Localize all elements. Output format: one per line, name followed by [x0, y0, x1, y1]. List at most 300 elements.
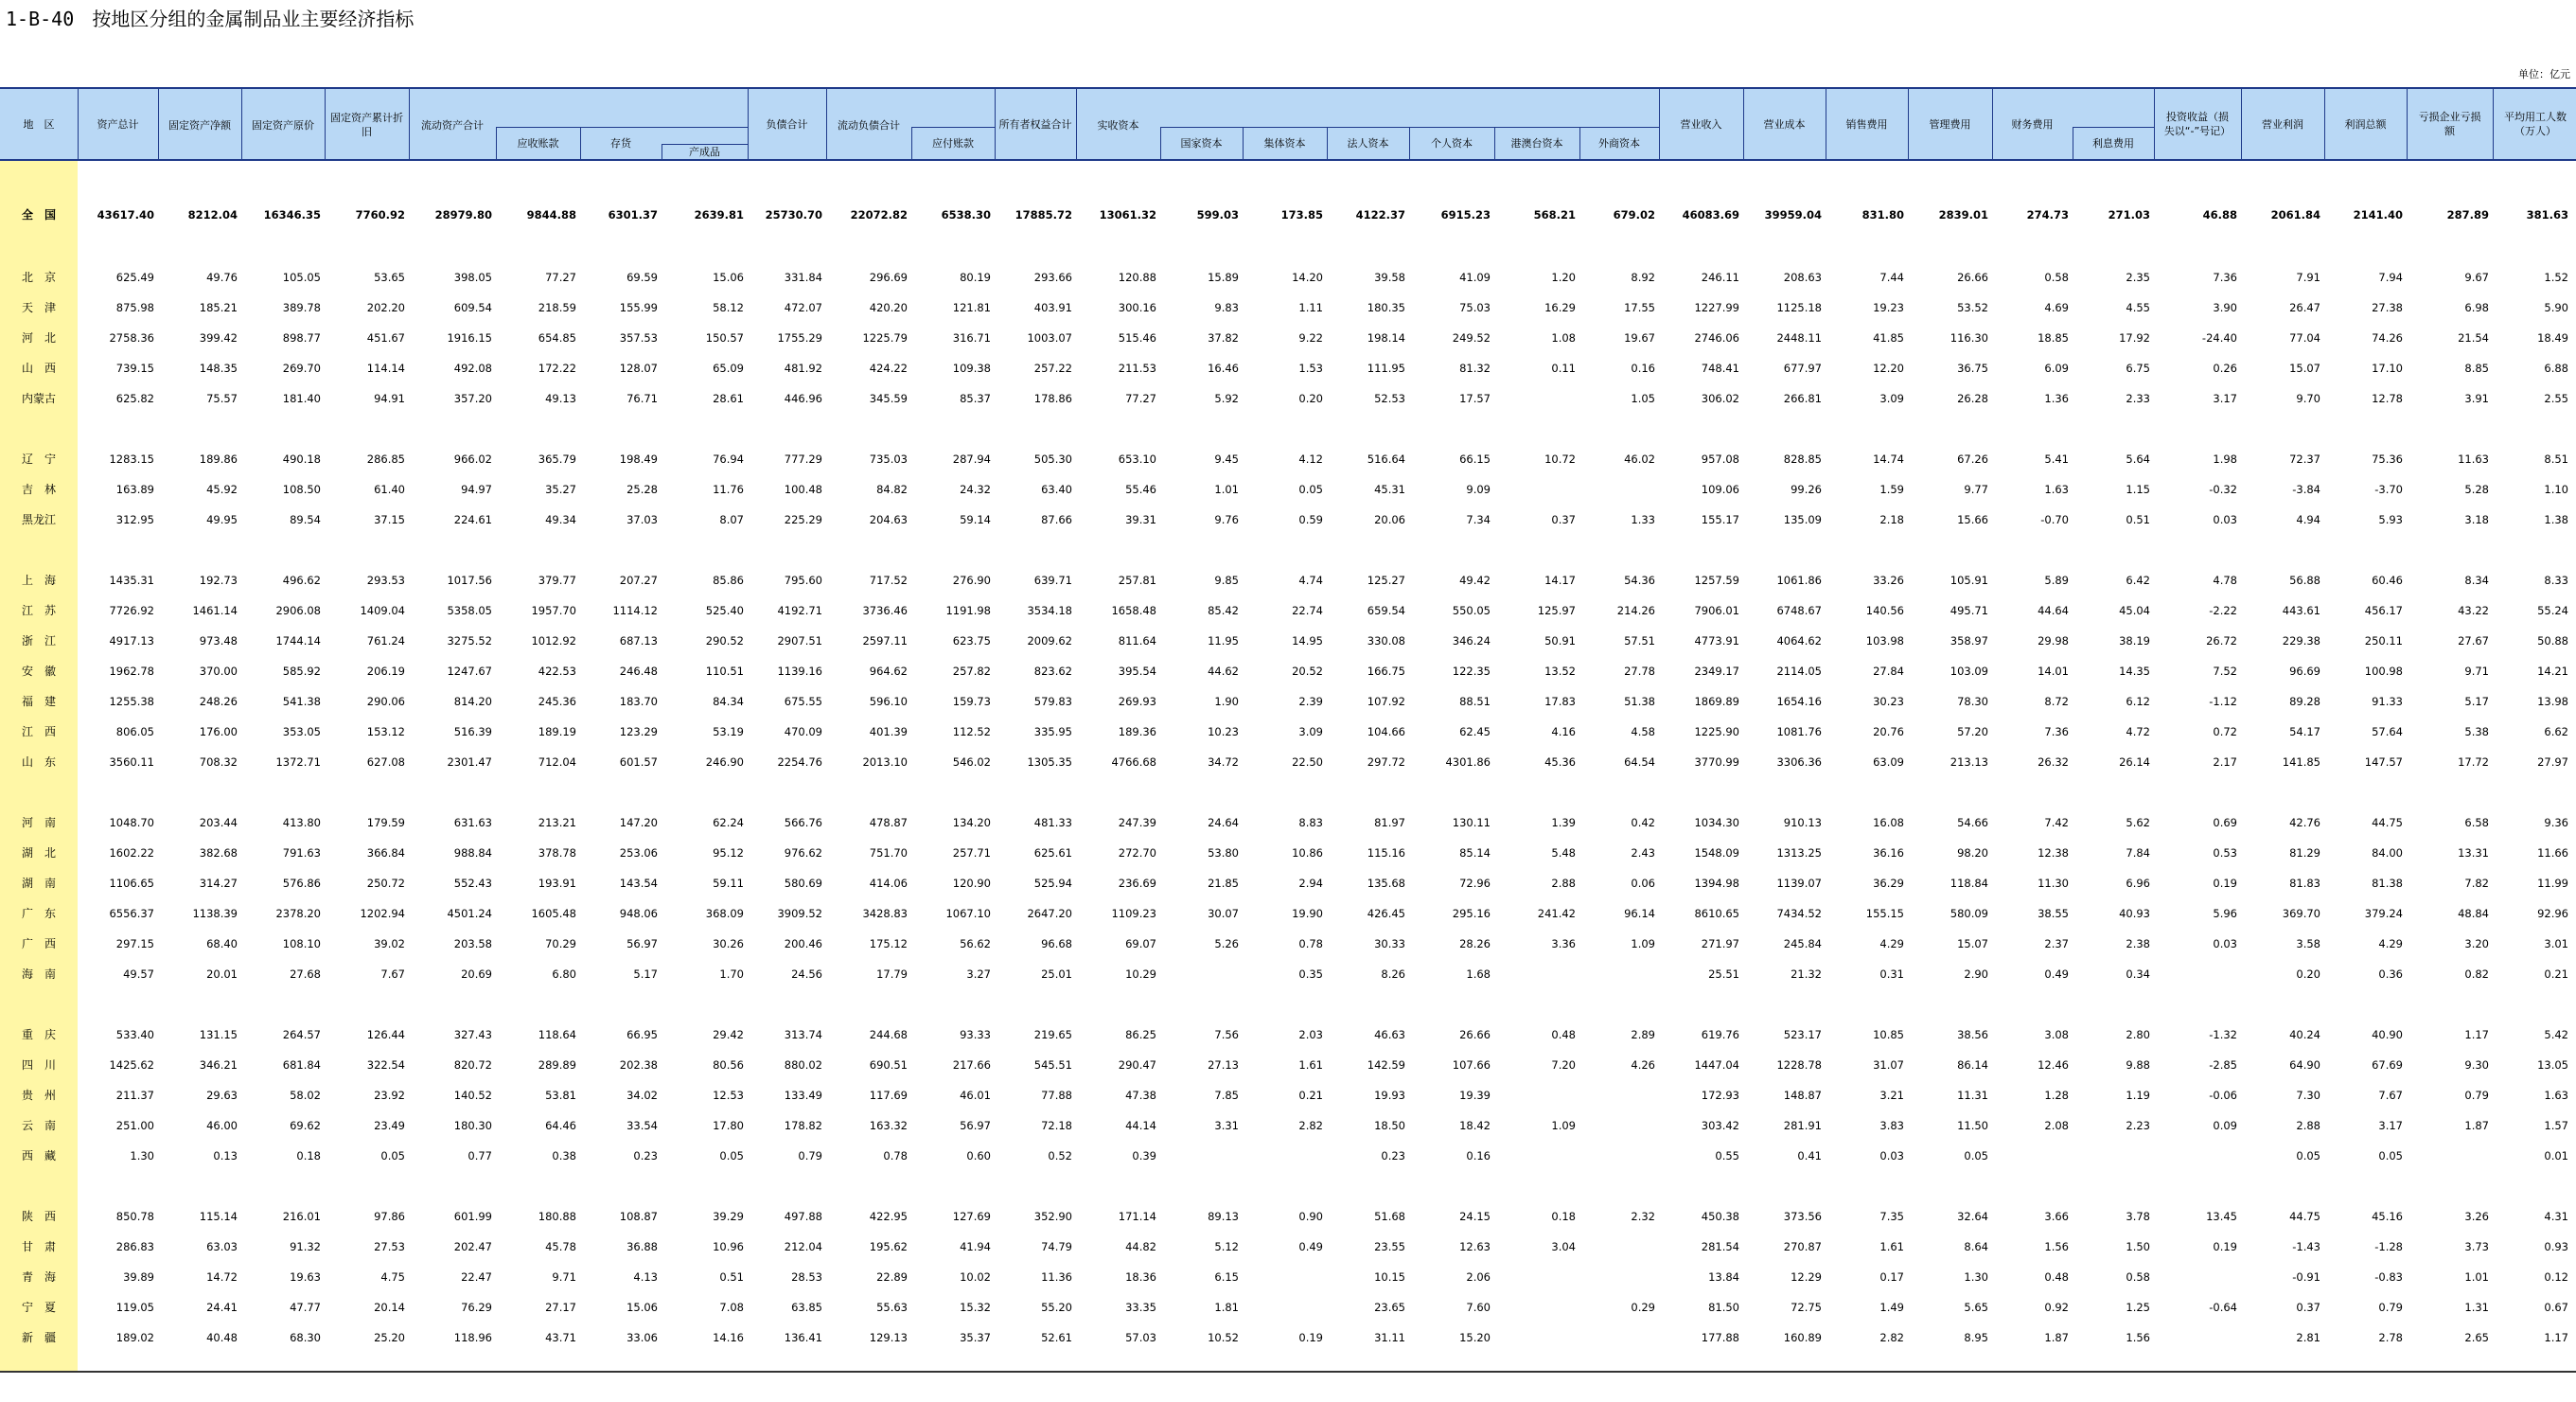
table-cell: 77.04 [2289, 331, 2320, 345]
table-cell: 7726.92 [109, 604, 154, 617]
table-cell: 3.58 [2296, 937, 2320, 950]
table-cell: 24.15 [1459, 1210, 1491, 1223]
table-cell: 15.07 [2289, 362, 2320, 375]
table-cell: 290.47 [1118, 1058, 1156, 1072]
table-cell: -3.84 [2292, 483, 2320, 496]
table-cell: 28.61 [713, 392, 744, 405]
table-cell: 88.51 [1459, 695, 1491, 708]
table-cell: 5.65 [1964, 1301, 1988, 1314]
table-cell: 3.17 [2213, 392, 2237, 405]
table-cell: 36.75 [1957, 362, 1988, 375]
table-cell: 4773.91 [1694, 634, 1739, 648]
table-cell: 14.74 [1873, 453, 1904, 466]
table-cell: 272.70 [1118, 846, 1156, 860]
header-individual-capital: 个人资本 [1431, 136, 1473, 150]
table-cell: 204.63 [869, 513, 908, 526]
header-total-assets: 资产总计 [97, 117, 139, 131]
table-cell: 15.20 [1459, 1331, 1491, 1344]
table-cell: 23.65 [1374, 1301, 1405, 1314]
table-cell: 49.42 [1459, 574, 1491, 587]
table-cell: -1.12 [2209, 695, 2237, 708]
region-label: 北 京 [21, 271, 56, 284]
table-cell: 3534.18 [1027, 604, 1072, 617]
table-cell: 9.85 [1214, 574, 1239, 587]
table-cell: 26.14 [2119, 755, 2150, 769]
region-label: 全 国 [21, 208, 56, 222]
table-cell: 135.68 [1367, 877, 1405, 890]
table-cell: 0.19 [1298, 1331, 1323, 1344]
table-row [0, 295, 2576, 321]
table-cell: 81.29 [2289, 846, 2320, 860]
table-cell: 4.26 [1631, 1058, 1655, 1072]
region-label: 广 东 [21, 907, 56, 920]
table-cell: 30.07 [1208, 907, 1239, 920]
region-label: 黑龙江 [21, 513, 56, 526]
table-cell: 401.39 [869, 725, 908, 738]
table-cell: 52.61 [1041, 1331, 1072, 1344]
table-cell: 0.41 [1797, 1149, 1822, 1162]
table-cell: 63.40 [1041, 483, 1072, 496]
table-cell: 599.03 [1196, 208, 1239, 222]
table-cell: 119.05 [115, 1301, 154, 1314]
table-cell: 0.21 [1298, 1089, 1323, 1102]
table-cell: 3.91 [2464, 392, 2489, 405]
table-cell: 27.78 [1624, 665, 1655, 678]
region-label: 河 南 [21, 816, 56, 829]
table-cell: 180.30 [453, 1119, 492, 1132]
table-cell: 0.37 [2296, 1301, 2320, 1314]
table-cell: 180.35 [1367, 301, 1405, 314]
table-cell: 56.88 [2289, 574, 2320, 587]
table-cell: 100.48 [784, 483, 822, 496]
table-cell: 1447.04 [1694, 1058, 1739, 1072]
table-cell: 39.58 [1374, 271, 1405, 284]
region-label: 陕 西 [21, 1210, 56, 1223]
table-cell: 3.36 [1551, 937, 1576, 950]
table-cell: 9.36 [2544, 816, 2568, 829]
table-cell: 0.78 [883, 1149, 908, 1162]
table-cell: 15.89 [1208, 271, 1239, 284]
table-cell: 80.19 [960, 271, 991, 284]
table-cell: 274.73 [2026, 208, 2069, 222]
table-cell: 105.05 [282, 271, 321, 284]
header-region: 地 区 [23, 117, 55, 131]
table-cell: 1755.29 [777, 331, 822, 345]
table-cell: 382.68 [199, 846, 238, 860]
region-label: 广 西 [21, 937, 56, 950]
table-cell: 541.38 [282, 695, 321, 708]
table-cell: 1461.14 [192, 604, 238, 617]
table-cell: 314.27 [199, 877, 238, 890]
table-cell: 619.76 [1701, 1028, 1739, 1041]
table-cell: 246.11 [1701, 271, 1739, 284]
table-cell: 10.52 [1208, 1331, 1239, 1344]
table-cell: 14.20 [1292, 271, 1323, 284]
table-cell: 31.11 [1374, 1331, 1405, 1344]
table-cell: 2.94 [1298, 877, 1323, 890]
table-cell: 269.70 [282, 362, 321, 375]
table-cell: 246.48 [619, 665, 658, 678]
table-cell: 10.15 [1374, 1270, 1405, 1284]
table-cell: 3428.83 [862, 907, 908, 920]
table-row [0, 932, 2576, 957]
table-cell: 9.30 [2464, 1058, 2489, 1072]
table-cell: 202.38 [619, 1058, 658, 1072]
table-cell: 791.63 [282, 846, 321, 860]
table-cell: 57.20 [1957, 725, 1988, 738]
table-cell: 6915.23 [1440, 208, 1491, 222]
table-cell: 13.84 [1708, 1270, 1739, 1284]
table-cell: 761.24 [366, 634, 405, 648]
table-cell: 11.30 [2038, 877, 2069, 890]
table-cell: 35.27 [545, 483, 576, 496]
table-cell: 7.56 [1214, 1028, 1239, 1041]
table-row [0, 750, 2576, 775]
table-cell: 39.89 [123, 1270, 154, 1284]
table-cell: 84.34 [713, 695, 744, 708]
table-cell: 271.97 [1701, 937, 1739, 950]
table-cell: 63.03 [206, 1240, 238, 1253]
table-cell: 81.38 [2372, 877, 2403, 890]
table-cell: 64.54 [1624, 755, 1655, 769]
table-cell: 31.07 [1873, 1058, 1904, 1072]
table-cell: 4917.13 [109, 634, 154, 648]
table-cell: 414.06 [869, 877, 908, 890]
table-cell: 115.14 [199, 1210, 238, 1223]
table-cell: 85.37 [960, 392, 991, 405]
table-cell: 0.72 [2213, 725, 2237, 738]
table-cell: 2.06 [1466, 1270, 1491, 1284]
table-cell: 3.27 [966, 967, 991, 981]
table-cell: 0.05 [2296, 1149, 2320, 1162]
table-cell: 81.50 [1708, 1301, 1739, 1314]
table-cell: -2.85 [2209, 1058, 2237, 1072]
table-cell: 566.76 [784, 816, 822, 829]
region-label: 湖 南 [21, 877, 56, 890]
table-cell: 369.70 [2282, 907, 2320, 920]
table-cell: 8.83 [1298, 816, 1323, 829]
table-title-text: 按地区分组的金属制品业主要经济指标 [92, 8, 415, 30]
table-cell: 172.93 [1701, 1089, 1739, 1102]
table-cell: 172.22 [538, 362, 576, 375]
table-cell: 1048.70 [109, 816, 154, 829]
unit-label: 单位：亿元 [2518, 68, 2570, 80]
table-cell: 4.55 [2126, 301, 2150, 314]
table-cell: 85.42 [1208, 604, 1239, 617]
table-cell: 420.20 [869, 301, 908, 314]
table-cell: 9844.88 [526, 208, 576, 222]
table-cell: 189.36 [1118, 725, 1156, 738]
table-cell: 7.91 [2296, 271, 2320, 284]
table-cell: 7.82 [2464, 877, 2489, 890]
header-accounts-payable: 应付账款 [932, 136, 974, 150]
table-cell: 287.89 [2446, 208, 2489, 222]
table-cell: 44.75 [2289, 1210, 2320, 1223]
table-cell: 135.09 [1783, 513, 1822, 526]
table-cell: 4.29 [1879, 937, 1904, 950]
table-cell: 5.93 [2378, 513, 2403, 526]
table-cell: 0.90 [1298, 1210, 1323, 1223]
table-cell: 245.84 [1783, 937, 1822, 950]
region-label: 云 南 [21, 1119, 56, 1132]
table-cell: 6556.37 [109, 907, 154, 920]
table-cell: 422.95 [869, 1210, 908, 1223]
table-cell: 189.19 [538, 725, 576, 738]
table-cell: 5.62 [2126, 816, 2150, 829]
table-cell: 128.07 [619, 362, 658, 375]
table-cell: 8.64 [1964, 1240, 1988, 1253]
table-cell: 249.52 [1452, 331, 1491, 345]
table-cell: 3.08 [2044, 1028, 2069, 1041]
table-cell: 3275.52 [447, 634, 492, 648]
table-cell: 96.14 [1624, 907, 1655, 920]
table-cell: 257.22 [1033, 362, 1072, 375]
table-cell: 1109.23 [1111, 907, 1156, 920]
table-cell: 735.03 [869, 453, 908, 466]
table-cell: 10.96 [713, 1240, 744, 1253]
table-cell: 53.52 [1957, 301, 1988, 314]
table-cell: 422.53 [538, 665, 576, 678]
table-cell: -24.40 [2201, 331, 2237, 345]
table-header [0, 87, 2576, 161]
table-cell: 373.56 [1783, 1210, 1822, 1223]
table-cell: 0.49 [1298, 1240, 1323, 1253]
table-cell: 21.32 [1791, 967, 1822, 981]
table-cell: 1139.16 [777, 665, 822, 678]
table-cell: 129.13 [869, 1331, 908, 1344]
table-cell: 8.92 [1631, 271, 1655, 284]
table-cell: 108.50 [282, 483, 321, 496]
table-cell: 29.63 [206, 1089, 238, 1102]
table-cell: 2906.08 [275, 604, 321, 617]
table-row [0, 356, 2576, 382]
table-cell: 1.39 [1551, 816, 1576, 829]
table-cell: 2.43 [1631, 846, 1655, 860]
table-cell: 1.70 [719, 967, 744, 981]
table-cell: 1.59 [1879, 483, 1904, 496]
table-cell: 89.13 [1208, 1210, 1239, 1223]
table-cell: 579.83 [1033, 695, 1072, 708]
table-cell: 54.66 [1957, 816, 1988, 829]
table-cell: 966.02 [453, 453, 492, 466]
table-cell: 0.92 [2044, 1301, 2069, 1314]
table-cell: 1017.56 [447, 574, 492, 587]
table-cell: 59.11 [713, 877, 744, 890]
table-cell: 0.16 [1466, 1149, 1491, 1162]
table-cell: 26.66 [1957, 271, 1988, 284]
table-cell: 148.87 [1783, 1089, 1822, 1102]
header-total-profit: 利润总额 [2344, 117, 2387, 131]
table-cell: 0.13 [213, 1149, 238, 1162]
table-cell: 1.33 [1631, 513, 1655, 526]
table-cell: 0.03 [2213, 513, 2237, 526]
table-cell: 7.67 [380, 967, 405, 981]
table-cell: 3.17 [2378, 1119, 2403, 1132]
table-cell: 973.48 [199, 634, 238, 648]
table-cell: 69.59 [626, 271, 658, 284]
table-cell: 297.72 [1367, 755, 1405, 769]
table-cell: 30.26 [713, 937, 744, 950]
table-cell: 192.73 [199, 574, 238, 587]
table-cell: 4.12 [1298, 453, 1323, 466]
table-cell: 41.09 [1459, 271, 1491, 284]
table-cell: 8610.65 [1694, 907, 1739, 920]
table-cell: 250.72 [366, 877, 405, 890]
table-cell: 37.03 [626, 513, 658, 526]
table-cell: 176.00 [199, 725, 238, 738]
table-cell: 0.42 [1631, 816, 1655, 829]
table-cell: 976.62 [784, 846, 822, 860]
table-cell: 219.65 [1033, 1028, 1072, 1041]
header-finished-goods: 产成品 [689, 145, 720, 158]
table-cell: 27.53 [374, 1240, 405, 1253]
table-cell: 96.68 [1041, 937, 1072, 950]
table-cell: 203.58 [453, 937, 492, 950]
table-cell: 92.96 [2537, 907, 2568, 920]
table-cell: 327.43 [453, 1028, 492, 1041]
table-cell: 22072.82 [850, 208, 908, 222]
table-cell: 739.15 [115, 362, 154, 375]
table-cell: 1.17 [2544, 1331, 2568, 1344]
table-cell: 2.82 [1298, 1119, 1323, 1132]
table-cell: 105.91 [1950, 574, 1988, 587]
table-cell: 7.67 [2378, 1089, 2403, 1102]
table-cell: 451.67 [366, 331, 405, 345]
region-label: 吉 林 [21, 483, 56, 496]
table-cell: 58.02 [290, 1089, 321, 1102]
table-row [0, 1113, 2576, 1139]
table-cell: 0.17 [1879, 1270, 1904, 1284]
table-cell: 3909.52 [777, 907, 822, 920]
table-cell: 10.85 [1873, 1028, 1904, 1041]
table-cell: 358.97 [1950, 634, 1988, 648]
table-cell: 505.30 [1033, 453, 1072, 466]
table-cell: 49.95 [206, 513, 238, 526]
table-cell: 335.95 [1033, 725, 1072, 738]
table-cell: 13061.32 [1099, 208, 1156, 222]
table-cell: 122.35 [1452, 665, 1491, 678]
table-cell: 1.38 [2544, 513, 2568, 526]
table-cell: 25.20 [374, 1331, 405, 1344]
table-cell: 7.08 [719, 1301, 744, 1314]
table-cell: 77.88 [1041, 1089, 1072, 1102]
table-cell: 89.54 [290, 513, 321, 526]
table-cell: 1202.94 [360, 907, 405, 920]
table-cell: 185.21 [199, 301, 238, 314]
table-cell: 1.25 [2126, 1301, 2150, 1314]
region-label: 江 西 [21, 725, 56, 738]
table-row [0, 598, 2576, 624]
table-cell: 8.33 [2544, 574, 2568, 587]
table-cell: 112.52 [952, 725, 991, 738]
table-cell: 72.18 [1041, 1119, 1072, 1132]
table-cell: 0.52 [1048, 1149, 1072, 1162]
table-cell: 0.48 [2044, 1270, 2069, 1284]
table-cell: 6.09 [2044, 362, 2069, 375]
table-cell: 601.57 [619, 755, 658, 769]
table-cell: 52.53 [1374, 392, 1405, 405]
table-cell: 0.53 [2213, 846, 2237, 860]
table-cell: 15.06 [713, 271, 744, 284]
table-cell: 20.14 [374, 1301, 405, 1314]
table-cell: 290.52 [705, 634, 744, 648]
table-cell: 9.77 [1964, 483, 1988, 496]
table-cell: 748.41 [1701, 362, 1739, 375]
table-cell: 712.04 [538, 755, 576, 769]
table-cell: 515.46 [1118, 331, 1156, 345]
table-cell: 45.16 [2372, 1210, 2403, 1223]
table-cell: 163.89 [115, 483, 154, 496]
table-cell: 331.84 [784, 271, 822, 284]
table-cell: 300.16 [1118, 301, 1156, 314]
table-cell: 214.26 [1616, 604, 1655, 617]
region-label: 山 西 [21, 362, 56, 375]
table-cell: 1125.18 [1776, 301, 1822, 314]
table-cell: 91.33 [2372, 695, 2403, 708]
header-hk-macao-taiwan-capital: 港澳台资本 [1510, 136, 1563, 150]
table-cell: 4.31 [2544, 1210, 2568, 1223]
table-cell: -1.32 [2209, 1028, 2237, 1041]
table-cell: 17.10 [2372, 362, 2403, 375]
region-label: 河 北 [21, 331, 56, 345]
table-cell: 2.78 [2378, 1331, 2403, 1344]
table-cell: -0.91 [2292, 1270, 2320, 1284]
table-cell: 1.09 [1631, 937, 1655, 950]
table-cell: 80.56 [713, 1058, 744, 1072]
table-cell: 160.89 [1783, 1331, 1822, 1344]
table-row [0, 629, 2576, 654]
region-label: 山 东 [21, 755, 56, 769]
table-cell: 65.09 [713, 362, 744, 375]
table-cell: 26.47 [2289, 301, 2320, 314]
table-cell: 751.70 [869, 846, 908, 860]
header-operating-cost: 营业成本 [1763, 117, 1806, 131]
table-row [0, 719, 2576, 745]
table-cell: 2.17 [2213, 755, 2237, 769]
table-cell: 42.76 [2289, 816, 2320, 829]
table-cell: 49.76 [206, 271, 238, 284]
table-cell: 14.35 [2119, 665, 2150, 678]
table-cell: 25730.70 [765, 208, 822, 222]
table-cell: 1.61 [1879, 1240, 1904, 1253]
table-cell: 1034.30 [1694, 816, 1739, 829]
table-cell: 50.88 [2537, 634, 2568, 648]
table-cell: 46.01 [960, 1089, 991, 1102]
table-cell: 7.85 [1214, 1089, 1239, 1102]
table-cell: 2.82 [1879, 1331, 1904, 1344]
table-cell: 47.38 [1125, 1089, 1156, 1102]
table-cell: 2.90 [1964, 967, 1988, 981]
table-cell: 3.20 [2464, 937, 2489, 950]
table-cell: 1067.10 [945, 907, 991, 920]
table-cell: 163.32 [869, 1119, 908, 1132]
table-cell: 91.32 [290, 1240, 321, 1253]
table-cell: 155.15 [1865, 907, 1904, 920]
table-cell: 15.32 [960, 1301, 991, 1314]
table-cell: 53.81 [545, 1089, 576, 1102]
region-label: 四 川 [21, 1058, 56, 1072]
table-cell: 44.64 [2038, 604, 2069, 617]
table-cell: 117.69 [869, 1089, 908, 1102]
table-cell: 4766.68 [1111, 755, 1156, 769]
table-cell: 45.78 [545, 1240, 576, 1253]
table-cell: 6.42 [2126, 574, 2150, 587]
table-cell: 3.31 [1214, 1119, 1239, 1132]
table-cell: 19.90 [1292, 907, 1323, 920]
table-cell: 14.72 [206, 1270, 238, 1284]
table-cell: 353.05 [282, 725, 321, 738]
table-cell: -0.83 [2374, 1270, 2403, 1284]
